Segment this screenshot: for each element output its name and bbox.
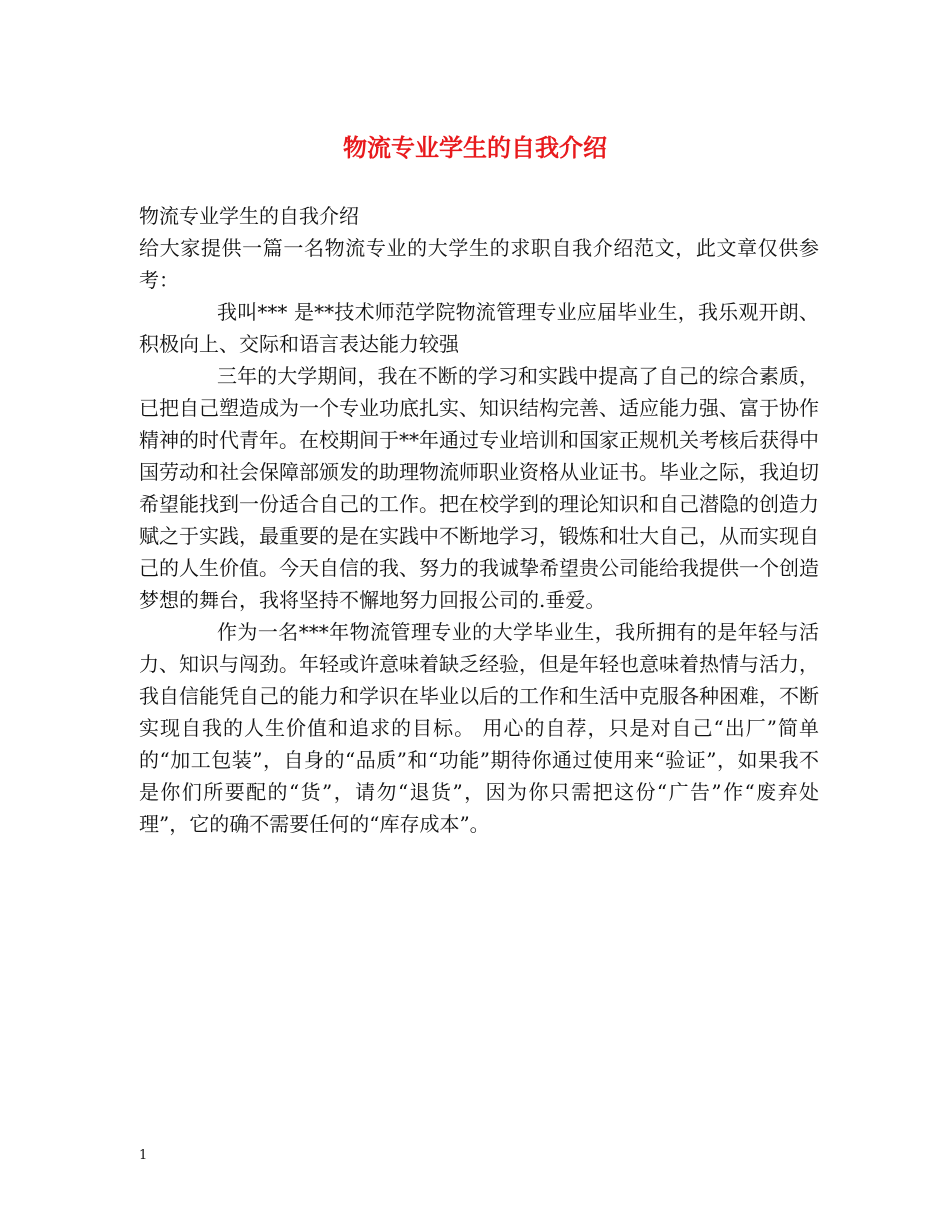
paragraph-self-intro: 我叫*** 是**技术师范学院物流管理专业应届毕业生，我乐观开朗、积极向上、交际和语言表达能力较强: [139, 300, 819, 356]
document-title: 物流专业学生的自我介绍: [343, 133, 607, 162]
paragraph-intro: 给大家提供一篇一名物流专业的大学生的求职自我介绍范文，此文章仅供参考：: [139, 236, 819, 292]
paragraph-graduate: 作为一名***年物流管理专业的大学毕业生，我所拥有的是年轻与活力、知识与闯劲。年轻或许意味着缺乏经验，但是年轻也意味着热情与活力，我自信能凭自己的能力和学识在毕业以后的工作和生活中克服各种困难，不断实现自我的人生价值和追求的目标。 用心的自荐，只是对自己“出厂”简单的“加工包装”，自身的“品质”和“功能”期待你通过使用来“验证”，如果我不是你们所要配的“货”，请勿“退货”，因为你只需把这份“广告”作“废弃处理”，它的确不需要任何的“库存成本”。: [139, 620, 819, 836]
paragraph-college-years: 三年的大学期间，我在不断的学习和实践中提高了自己的综合素质，已把自己塑造成为一个专业功底扎实、知识结构完善、适应能力强、富于协作精神的时代青年。在校期间于**年通过专业培训和国家正规机关考核后获得中国劳动和社会保障部颁发的助理物流师职业资格从业证书。毕业之际，我迫切希望能找到一份适合自己的工作。把在校学到的理论知识和自己潜隐的创造力赋之于实践，最重要的是在实践中不断地学习，锻炼和壮大自己，从而实现自己的人生价值。今天自信的我、努力的我诚挚希望贵公司能给我提供一个创造梦想的舞台，我将坚持不懈地努力回报公司的.垂爱。: [139, 364, 819, 612]
document-body: [139, 200, 819, 840]
page-number: 1: [139, 1148, 148, 1163]
paragraph-subtitle: 物流专业学生的自我介绍: [139, 204, 359, 228]
